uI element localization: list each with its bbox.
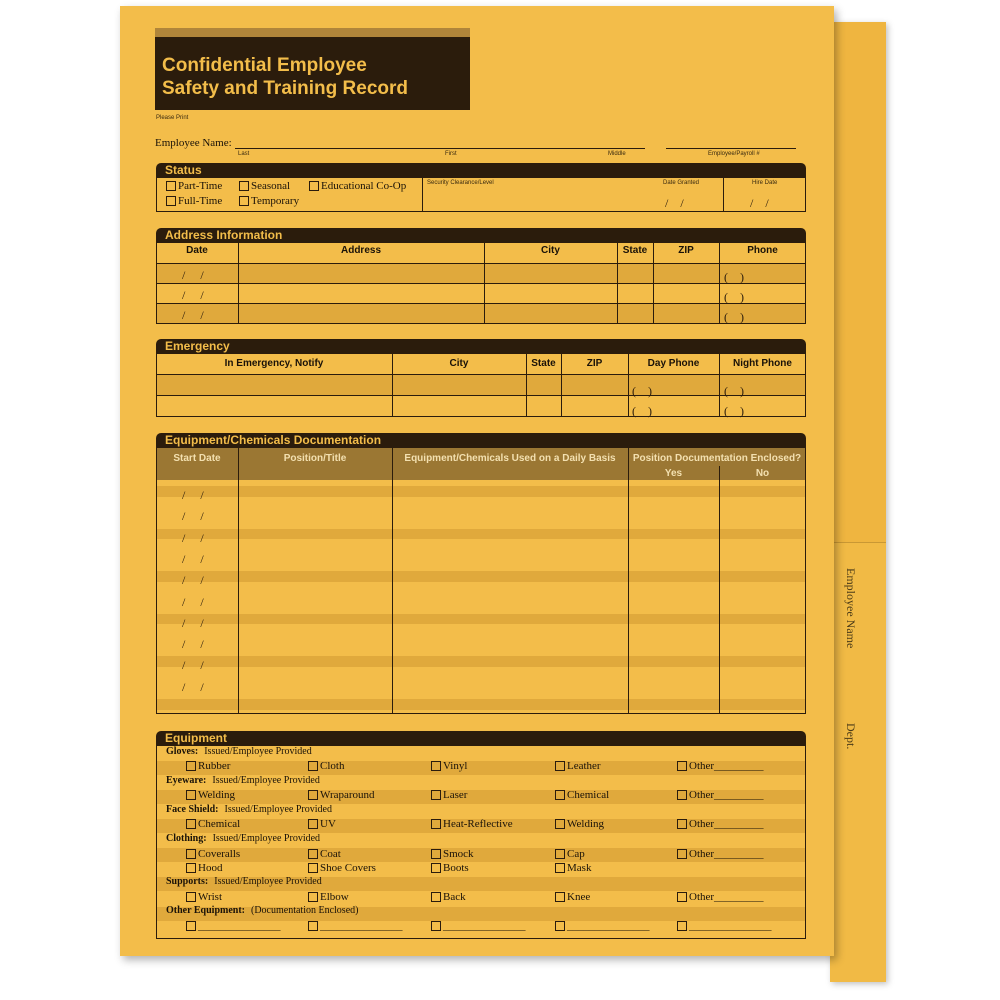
- supports-other[interactable]: Other_________: [677, 891, 764, 903]
- eyeware-other[interactable]: Other_________: [677, 789, 764, 801]
- supports-knee[interactable]: Knee: [555, 891, 590, 903]
- clothing-coveralls[interactable]: Coveralls: [186, 848, 240, 860]
- start-date-field[interactable]: / /: [182, 488, 204, 502]
- status-header: Status: [156, 163, 806, 177]
- col-yes: Yes: [664, 468, 683, 479]
- face-other[interactable]: Other_________: [677, 818, 764, 830]
- face-chemical[interactable]: Chemical: [186, 818, 240, 830]
- title-line-1: Confidential Employee: [162, 55, 367, 76]
- other-equipment-5[interactable]: _______________: [677, 920, 772, 932]
- other-equipment-1[interactable]: _______________: [186, 920, 281, 932]
- clothing-cap[interactable]: Cap: [555, 848, 585, 860]
- table-row-stripe: [157, 486, 805, 497]
- folder-flap: [830, 22, 886, 543]
- employee-name-field[interactable]: [235, 148, 645, 149]
- other-equipment-label: Other Equipment: (Documentation Enclosed): [166, 905, 359, 916]
- gloves-label: Gloves: Issued/Employee Provided: [166, 746, 312, 757]
- table-row-stripe: [157, 699, 805, 710]
- gloves-vinyl[interactable]: Vinyl: [431, 760, 467, 772]
- start-date-field[interactable]: / /: [182, 530, 204, 545]
- gloves-rubber[interactable]: Rubber: [186, 760, 230, 772]
- tab-employee-name: Employee Name: [844, 568, 858, 649]
- start-date-field[interactable]: / /: [182, 594, 204, 609]
- emergency-header: Emergency: [156, 339, 806, 353]
- clothing-coat[interactable]: Coat: [308, 848, 341, 860]
- col-em-state: State: [531, 358, 556, 369]
- other-equipment-3[interactable]: _______________: [431, 920, 526, 932]
- eyeware-label: Eyeware: Issued/Employee Provided: [166, 775, 320, 786]
- equipment-header: Equipment: [156, 731, 806, 745]
- form-sheet: Confidential Employee Safety and Training Record Please Print Employee Name: Last First Middle Employee/Payroll # Status Part-Time Seasonal Educational Co-Op Full-Time Temporary Security Clearance/Level Date Granted Hire Date / / / / Address Information Date Address City State ZIP Phone / / / / / / ( ) ( ) ( ) Emergency In Emergency, Notify City State ZIP Day Phone Night Phone ( ) ( ) ( ) ( ) Equipment/Chemicals Documentation Start Date Position/Title Equipment/Chemicals Used on a Daily Basis Position Documentation Enclosed? Yes No Equipment Gloves: Issued/Employee Provided Rubber Cloth Vinyl Leather Other_________ Eyeware: Issued/Employee Provided Welding Wraparound Laser Chemical Other_________ Face Shield: Issued/Employee Provided Chemical UV Heat-Reflective Welding Other_________ Clothing: Issued/Employee Provided Coveralls Coat Smock Cap Other_________ Hood Shoe Covers Boots Mask Supports: Issued/Employee Provided Wrist Elbow Back Knee Other_________ Other Equipment: (Documentation Enclosed) _______________ _______________ _______________ _______________ _______________ / / / / / / / / / / / / / / / / / / / /: [120, 6, 834, 956]
- start-date-field[interactable]: / /: [182, 658, 204, 673]
- col-doc-enclosed: Position Documentation Enclosed?: [632, 453, 802, 464]
- table-row-stripe: [157, 614, 805, 625]
- gloves-other[interactable]: Other_________: [677, 760, 764, 772]
- please-print: Please Print: [156, 115, 189, 121]
- other-equipment-4[interactable]: _______________: [555, 920, 650, 932]
- gloves-leather[interactable]: Leather: [555, 760, 601, 772]
- col-day-phone: Day Phone: [647, 358, 700, 369]
- col-city: City: [541, 245, 560, 256]
- gloves-cloth[interactable]: Cloth: [308, 760, 344, 772]
- start-date-field[interactable]: / /: [182, 573, 204, 588]
- col-night-phone: Night Phone: [733, 358, 792, 369]
- face-shield-label: Face Shield: Issued/Employee Provided: [166, 804, 332, 815]
- face-uv[interactable]: UV: [308, 818, 336, 830]
- clothing-mask[interactable]: Mask: [555, 862, 591, 874]
- start-date-field[interactable]: / /: [182, 679, 204, 694]
- col-zip: ZIP: [678, 245, 694, 256]
- status-temporary[interactable]: Temporary: [239, 195, 299, 207]
- supports-elbow[interactable]: Elbow: [308, 891, 349, 903]
- label-first: First: [445, 151, 457, 157]
- table-row-stripe: [157, 656, 805, 667]
- status-part-time[interactable]: Part-Time: [166, 180, 222, 192]
- status-co-op[interactable]: Educational Co-Op: [309, 180, 406, 192]
- employee-name-label: Employee Name:: [155, 137, 232, 149]
- clothing-hood[interactable]: Hood: [186, 862, 222, 874]
- clothing-smock[interactable]: Smock: [431, 848, 474, 860]
- title-line-2: Safety and Training Record: [162, 78, 408, 99]
- col-phone: Phone: [747, 245, 778, 256]
- equip-docs-header: Equipment/Chemicals Documentation: [156, 433, 806, 447]
- col-em-city: City: [449, 358, 469, 369]
- hire-date-label: Hire Date: [752, 180, 778, 186]
- eyeware-wraparound[interactable]: Wraparound: [308, 789, 375, 801]
- eyeware-welding[interactable]: Welding: [186, 789, 235, 801]
- label-middle: Middle: [608, 151, 626, 157]
- supports-label: Supports: Issued/Employee Provided: [166, 876, 322, 887]
- eyeware-chemical[interactable]: Chemical: [555, 789, 609, 801]
- clothing-shoe-covers[interactable]: Shoe Covers: [308, 862, 376, 874]
- date-granted-label: Date Granted: [663, 180, 700, 186]
- title-block: [155, 28, 470, 110]
- start-date-field[interactable]: / /: [182, 551, 204, 566]
- eyeware-laser[interactable]: Laser: [431, 789, 467, 801]
- tab-dept: Dept.: [844, 723, 858, 750]
- other-equipment-2[interactable]: _______________: [308, 920, 403, 932]
- col-date: Date: [186, 245, 208, 256]
- start-date-field[interactable]: / /: [182, 509, 204, 524]
- tab-labels: [842, 568, 862, 828]
- col-start-date: Start Date: [173, 453, 221, 464]
- label-last: Last: [238, 151, 250, 157]
- start-date-field[interactable]: / /: [182, 637, 204, 652]
- table-row-stripe: [157, 529, 805, 540]
- supports-wrist[interactable]: Wrist: [186, 891, 222, 903]
- col-equip-used: Equipment/Chemicals Used on a Daily Basis: [404, 453, 616, 464]
- face-heat-reflective[interactable]: Heat-Reflective: [431, 818, 513, 830]
- label-payroll: Employee/Payroll #: [708, 151, 760, 157]
- table-row-stripe: [157, 571, 805, 582]
- status-full-time[interactable]: Full-Time: [166, 195, 222, 207]
- clothing-other[interactable]: Other_________: [677, 848, 764, 860]
- clothing-label: Clothing: Issued/Employee Provided: [166, 833, 321, 844]
- security-clearance-label: Security Clearance/Level: [427, 180, 494, 186]
- col-address: Address: [340, 245, 381, 256]
- clothing-boots[interactable]: Boots: [431, 862, 469, 874]
- col-position: Position/Title: [283, 453, 347, 464]
- start-date-field[interactable]: / /: [182, 615, 204, 630]
- employee-payroll-field[interactable]: [666, 148, 796, 149]
- col-notify: In Emergency, Notify: [224, 358, 324, 369]
- col-state: State: [622, 245, 648, 256]
- col-no: No: [755, 468, 770, 479]
- address-header: Address Information: [156, 228, 806, 242]
- supports-back[interactable]: Back: [431, 891, 466, 903]
- status-seasonal[interactable]: Seasonal: [239, 180, 290, 192]
- col-em-zip: ZIP: [586, 358, 603, 369]
- face-welding[interactable]: Welding: [555, 818, 604, 830]
